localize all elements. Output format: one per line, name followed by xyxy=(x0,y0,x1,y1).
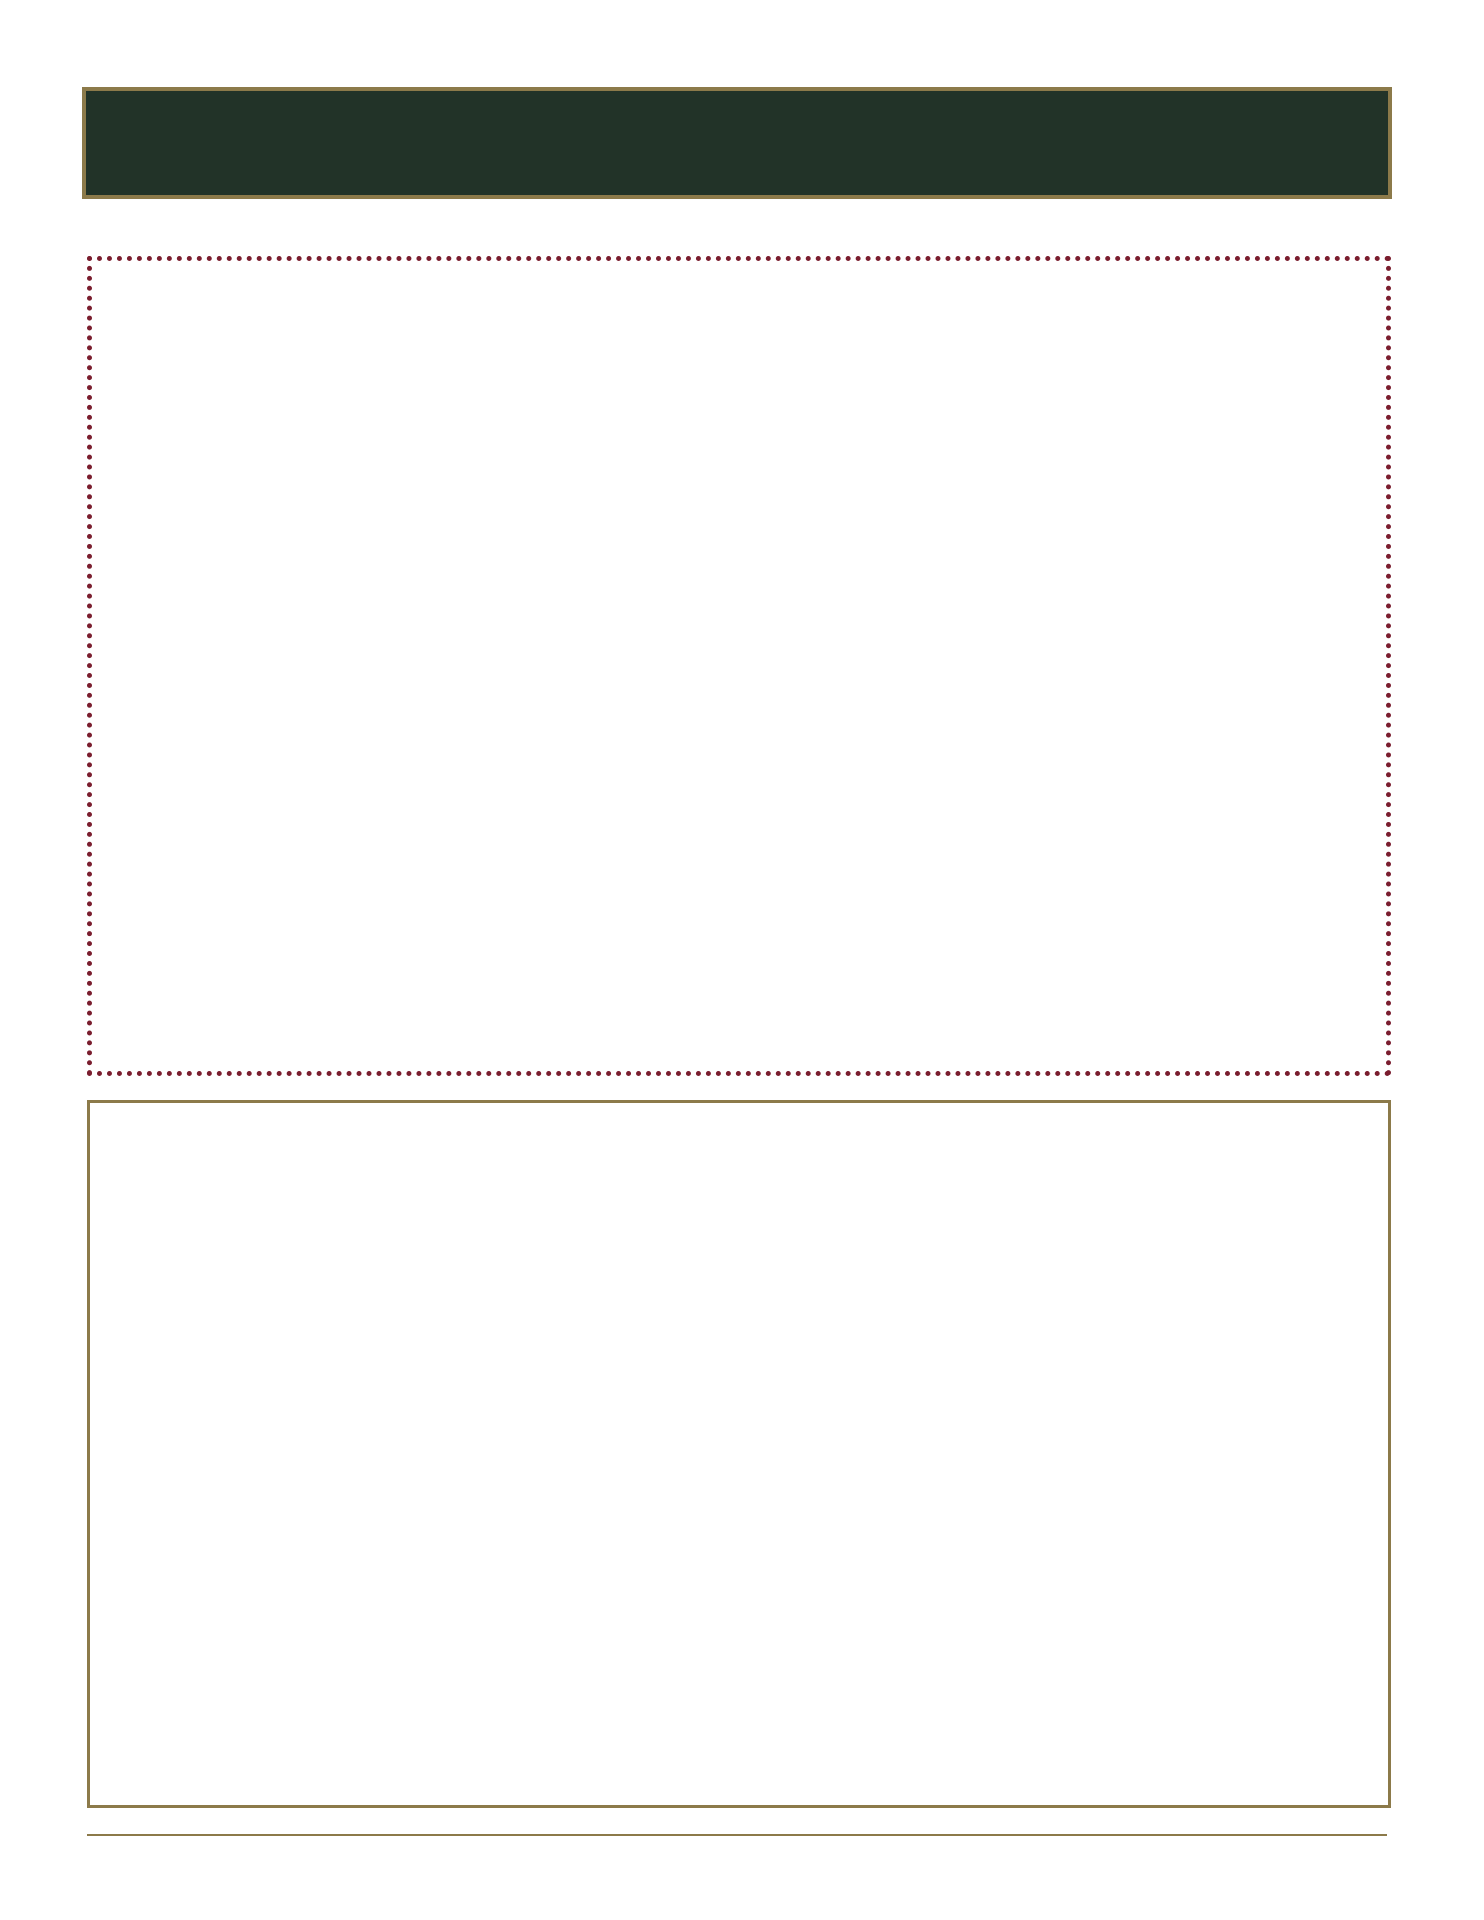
footer xyxy=(87,1846,1387,1872)
header-bar xyxy=(82,87,1392,199)
footer-separator xyxy=(737,1846,757,1871)
toppings-list xyxy=(792,389,1292,393)
footer-separator xyxy=(717,1846,737,1871)
pizza-section xyxy=(87,256,1391,1076)
wraps-section xyxy=(87,1100,1391,1808)
footer-divider xyxy=(87,1834,1387,1836)
